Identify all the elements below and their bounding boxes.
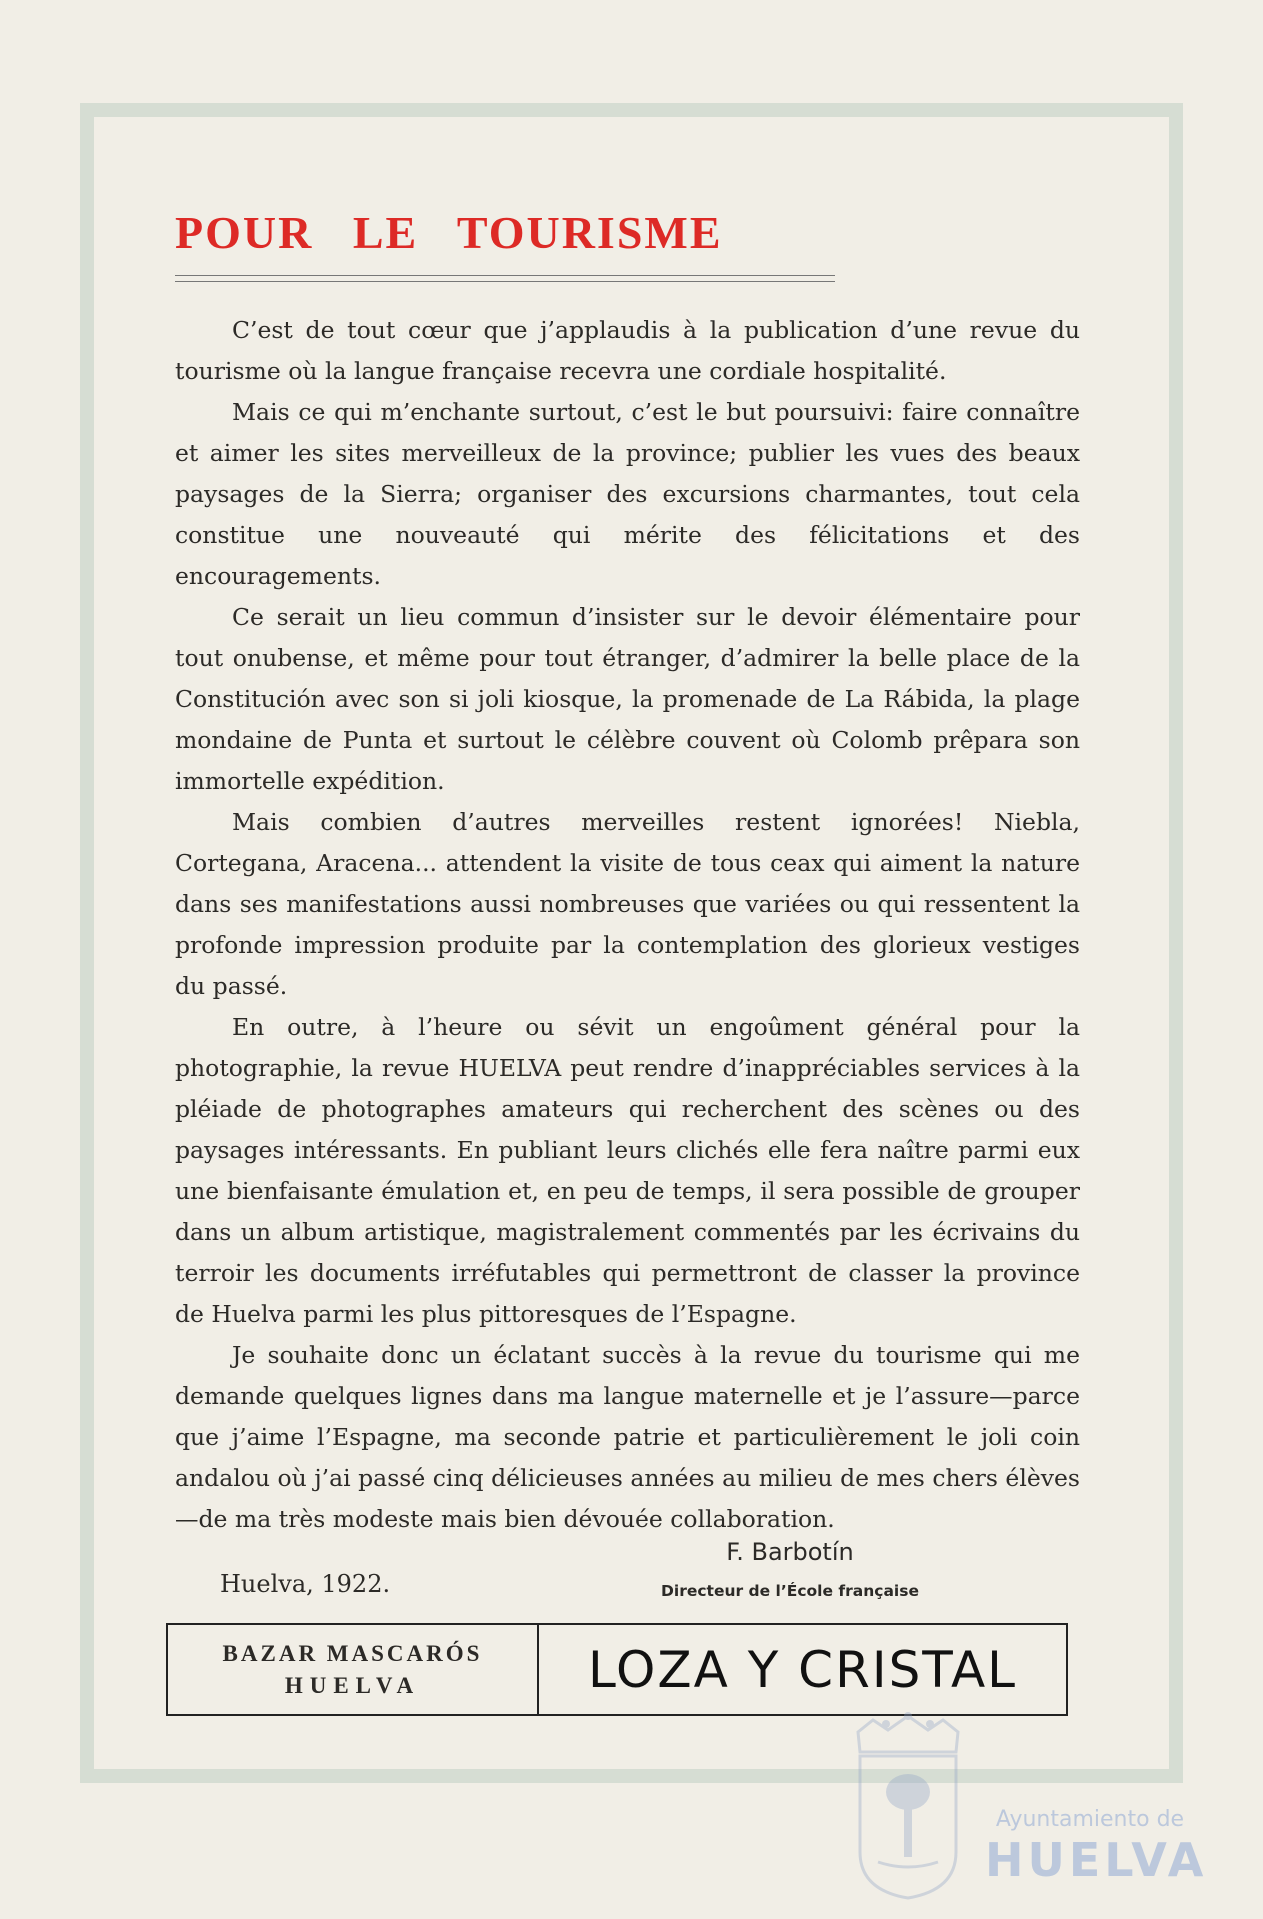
watermark-line2: HUELVA bbox=[985, 1833, 1208, 1887]
ad-shop-block bbox=[168, 1625, 539, 1714]
paragraph-6: Je souhaite donc un éclatant succès à la revue du tourisme qui me demande quelques lignes dans ma langue maternelle et je l’assure—parce que j’aime l’Espagne, ma seconde patrie et particulièrement le joli coin andalou où j’ai passé cinq délicieuses années au milieu de mes chers élèves—de ma très modeste mais bien dévouée collaboration. bbox=[175, 1341, 1080, 1533]
advertisement-box bbox=[166, 1623, 1068, 1716]
article-body bbox=[175, 310, 1080, 1540]
paragraph-3: Ce serait un lieu commun d’insister sur le devoir élémentaire pour tout onubense, et même pour tout étranger, d’admirer la belle place de la Constitución avec son si joli kiosque, la promenade de La Rábida, la plage mondaine de Punta et surtout le célèbre couvent où Colomb prêpara son immortelle expédition. bbox=[175, 603, 1080, 795]
title-double-rule bbox=[175, 275, 835, 282]
paragraph-2: Mais ce qui m’enchante surtout, c’est le but poursuivi: faire connaître et aimer les sites merveilleux de la province; publier les vues des beaux paysages de la Sierra; organiser des excursions charmantes, tout cela constitue une nouveauté qui mérite des félicitations et des encouragements. bbox=[175, 398, 1080, 590]
watermark-line1: Ayuntamiento de bbox=[995, 1807, 1185, 1832]
paragraph-4: Mais combien d’autres merveilles restent ignorées! Niebla, Cortegana, Aracena... attendent la visite de tous ceax qui aiment la nature dans ses manifestations aussi nombreuses que variées ou qui ressentent la profonde impression produite par la contemplation des glorieux vestiges du passé. bbox=[175, 808, 1080, 1000]
place-date: Huelva, 1922. bbox=[220, 1570, 391, 1598]
ad-slogan: LOZA Y CRISTAL bbox=[587, 1640, 1018, 1699]
ad-shop-name: BAZAR MASCARÓS bbox=[222, 1640, 483, 1666]
signature-role: Directeur de l’École française bbox=[661, 1582, 919, 1600]
paragraph-5: En outre, à l’heure ou sévit un engoûment général pour la photographie, la revue HUELVA peut rendre d’inappréciables services à la pléiade de photographes amateurs qui recherchent des scènes ou des paysages intéressants. En publiant leurs clichés elle fera naître parmi eux une bienfaisante émulation et, en peu de temps, il sera possible de grouper dans un album artistique, magistralement commentés par les écrivains du terroir les documents irréfutables qui permettront de classer la province de Huelva parmi les plus pittoresques de l’Espagne. bbox=[175, 1013, 1080, 1328]
city-emblem-icon bbox=[848, 1712, 968, 1902]
ad-shop-city: HUELVA bbox=[284, 1672, 421, 1698]
paragraph-1: C’est de tout cœur que j’applaudis à la publication d’une revue du tourisme où la langue française recevra une cordiale hospitalité. bbox=[175, 316, 1080, 385]
signature-name: F. Barbotín bbox=[726, 1538, 854, 1566]
article-title: POUR LE TOURISME bbox=[175, 207, 723, 258]
institution-watermark bbox=[985, 1807, 1208, 1887]
